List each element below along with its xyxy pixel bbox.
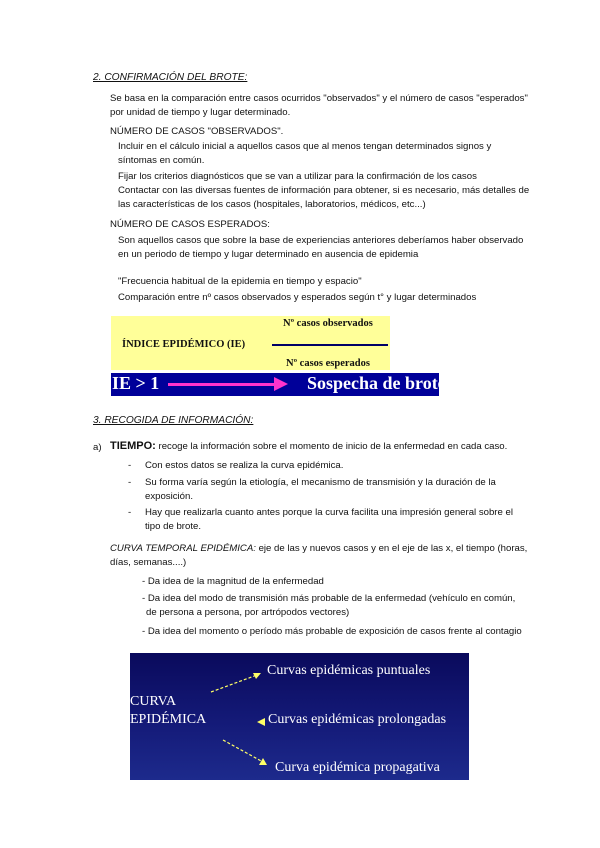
- arrow-icon: [257, 718, 265, 726]
- slide-option-prolongadas: Curvas epidémicas prolongadas: [268, 712, 447, 727]
- da-idea-1: - Da idea de la magnitud de la enfermedad: [142, 576, 324, 587]
- esperados-title: NÚMERO DE CASOS ESPERADOS:: [110, 219, 270, 230]
- pink-arrow-shaft: [168, 383, 276, 386]
- esperados-item-1a: Son aquellos casos que sobre la base de experiencias anteriores deberíamos haber observado: [118, 235, 524, 246]
- bullet-dash: -: [128, 477, 132, 488]
- sospecha-de-brote: Sospecha de brote: [307, 373, 446, 393]
- slide-title-line-2: EPIDÉMICA: [130, 712, 207, 727]
- section-2-heading: 2. CONFIRMACIÓN DEL BROTE:: [93, 72, 248, 83]
- observados-title: NÚMERO DE CASOS "OBSERVADOS".: [110, 126, 284, 137]
- curva-label: CURVA TEMPORAL EPIDÉMICA:: [110, 543, 256, 554]
- tiempo-label: TIEMPO:: [110, 440, 156, 452]
- slide-option-propagativa: Curva epidémica propagativa: [275, 760, 440, 775]
- da-idea-2a: - Da idea del modo de transmisión más probable de la enfermedad (vehículo en común,: [142, 593, 516, 604]
- indice-numerator: Nº casos observados: [283, 318, 373, 329]
- observados-item-3a: Contactar con las diversas fuentes de información para obtener, si es necesario, más detalles de: [118, 185, 530, 196]
- indice-denominator: Nº casos esperados: [286, 358, 370, 369]
- comparacion-text: Comparación entre nº casos observados y esperados según t° y lugar determinados: [118, 292, 477, 303]
- observados-item-3b: las características de los casos (hospitales, laboratorios, médicos, etc...): [118, 199, 426, 210]
- bullet-dash: -: [128, 507, 132, 518]
- pink-arrow-head-icon: [274, 377, 288, 391]
- curva-line-a: [110, 543, 527, 554]
- slide-title-line-1: CURVA: [130, 694, 177, 709]
- tiempo-line: [110, 440, 507, 452]
- arrow-icon: [211, 673, 261, 692]
- esperados-item-1b: en un periodo de tiempo y lugar determinado en ausencia de epidemia: [118, 249, 419, 260]
- da-idea-3: - Da idea del momento o período más probable de exposición de casos frente al contagio: [142, 626, 522, 637]
- bullet-3b: tipo de brote.: [145, 521, 202, 532]
- observados-item-1b: síntomas en común.: [118, 155, 205, 166]
- curva-text-a: eje de las y nuevos casos y en el eje de las x, el tiempo (horas,: [258, 543, 528, 554]
- bullet-2b: exposición.: [145, 491, 193, 502]
- intro-line-2: por unidad de tiempo y lugar determinado.: [110, 107, 291, 118]
- bullet-3a: Hay que realizarla cuanto antes porque la curva facilita una impresión general sobre el: [145, 507, 513, 518]
- observados-item-2: Fijar los criterios diagnósticos que se van a utilizar para la confirmación de los casos: [118, 171, 477, 182]
- section-3-heading: 3. RECOGIDA DE INFORMACIÓN:: [93, 415, 254, 426]
- fraction-line: [272, 344, 388, 346]
- bullet-2a: Su forma varía según la etiología, el mecanismo de transmisión y la duración de la: [145, 477, 496, 488]
- observados-item-1a: Incluir en el cálculo inicial a aquellos casos que al menos tengan determinados signos y: [118, 141, 492, 152]
- ie-greater-than-one: IE > 1: [112, 373, 160, 393]
- item-marker-a: a): [93, 442, 102, 453]
- bullet-dash: -: [128, 460, 132, 471]
- intro-line-1: Se basa en la comparación entre casos ocurridos "observados" y el número de casos "esperados": [110, 93, 528, 104]
- frecuencia-quote: "Frecuencia habitual de la epidemia en tiempo y espacio": [118, 276, 362, 287]
- tiempo-text: recoge la información sobre el momento de inicio de la enfermedad en cada caso.: [158, 441, 508, 452]
- curva-text-b: días, semanas....): [110, 557, 187, 568]
- arrow-icon: [223, 740, 267, 765]
- slide-option-puntuales: Curvas epidémicas puntuales: [267, 663, 431, 678]
- indice-label: ÍNDICE EPIDÉMICO (IE): [122, 339, 246, 350]
- bullet-1: Con estos datos se realiza la curva epidémica.: [145, 460, 344, 471]
- da-idea-2b: de persona a persona, por artrópodos vectores): [146, 607, 350, 618]
